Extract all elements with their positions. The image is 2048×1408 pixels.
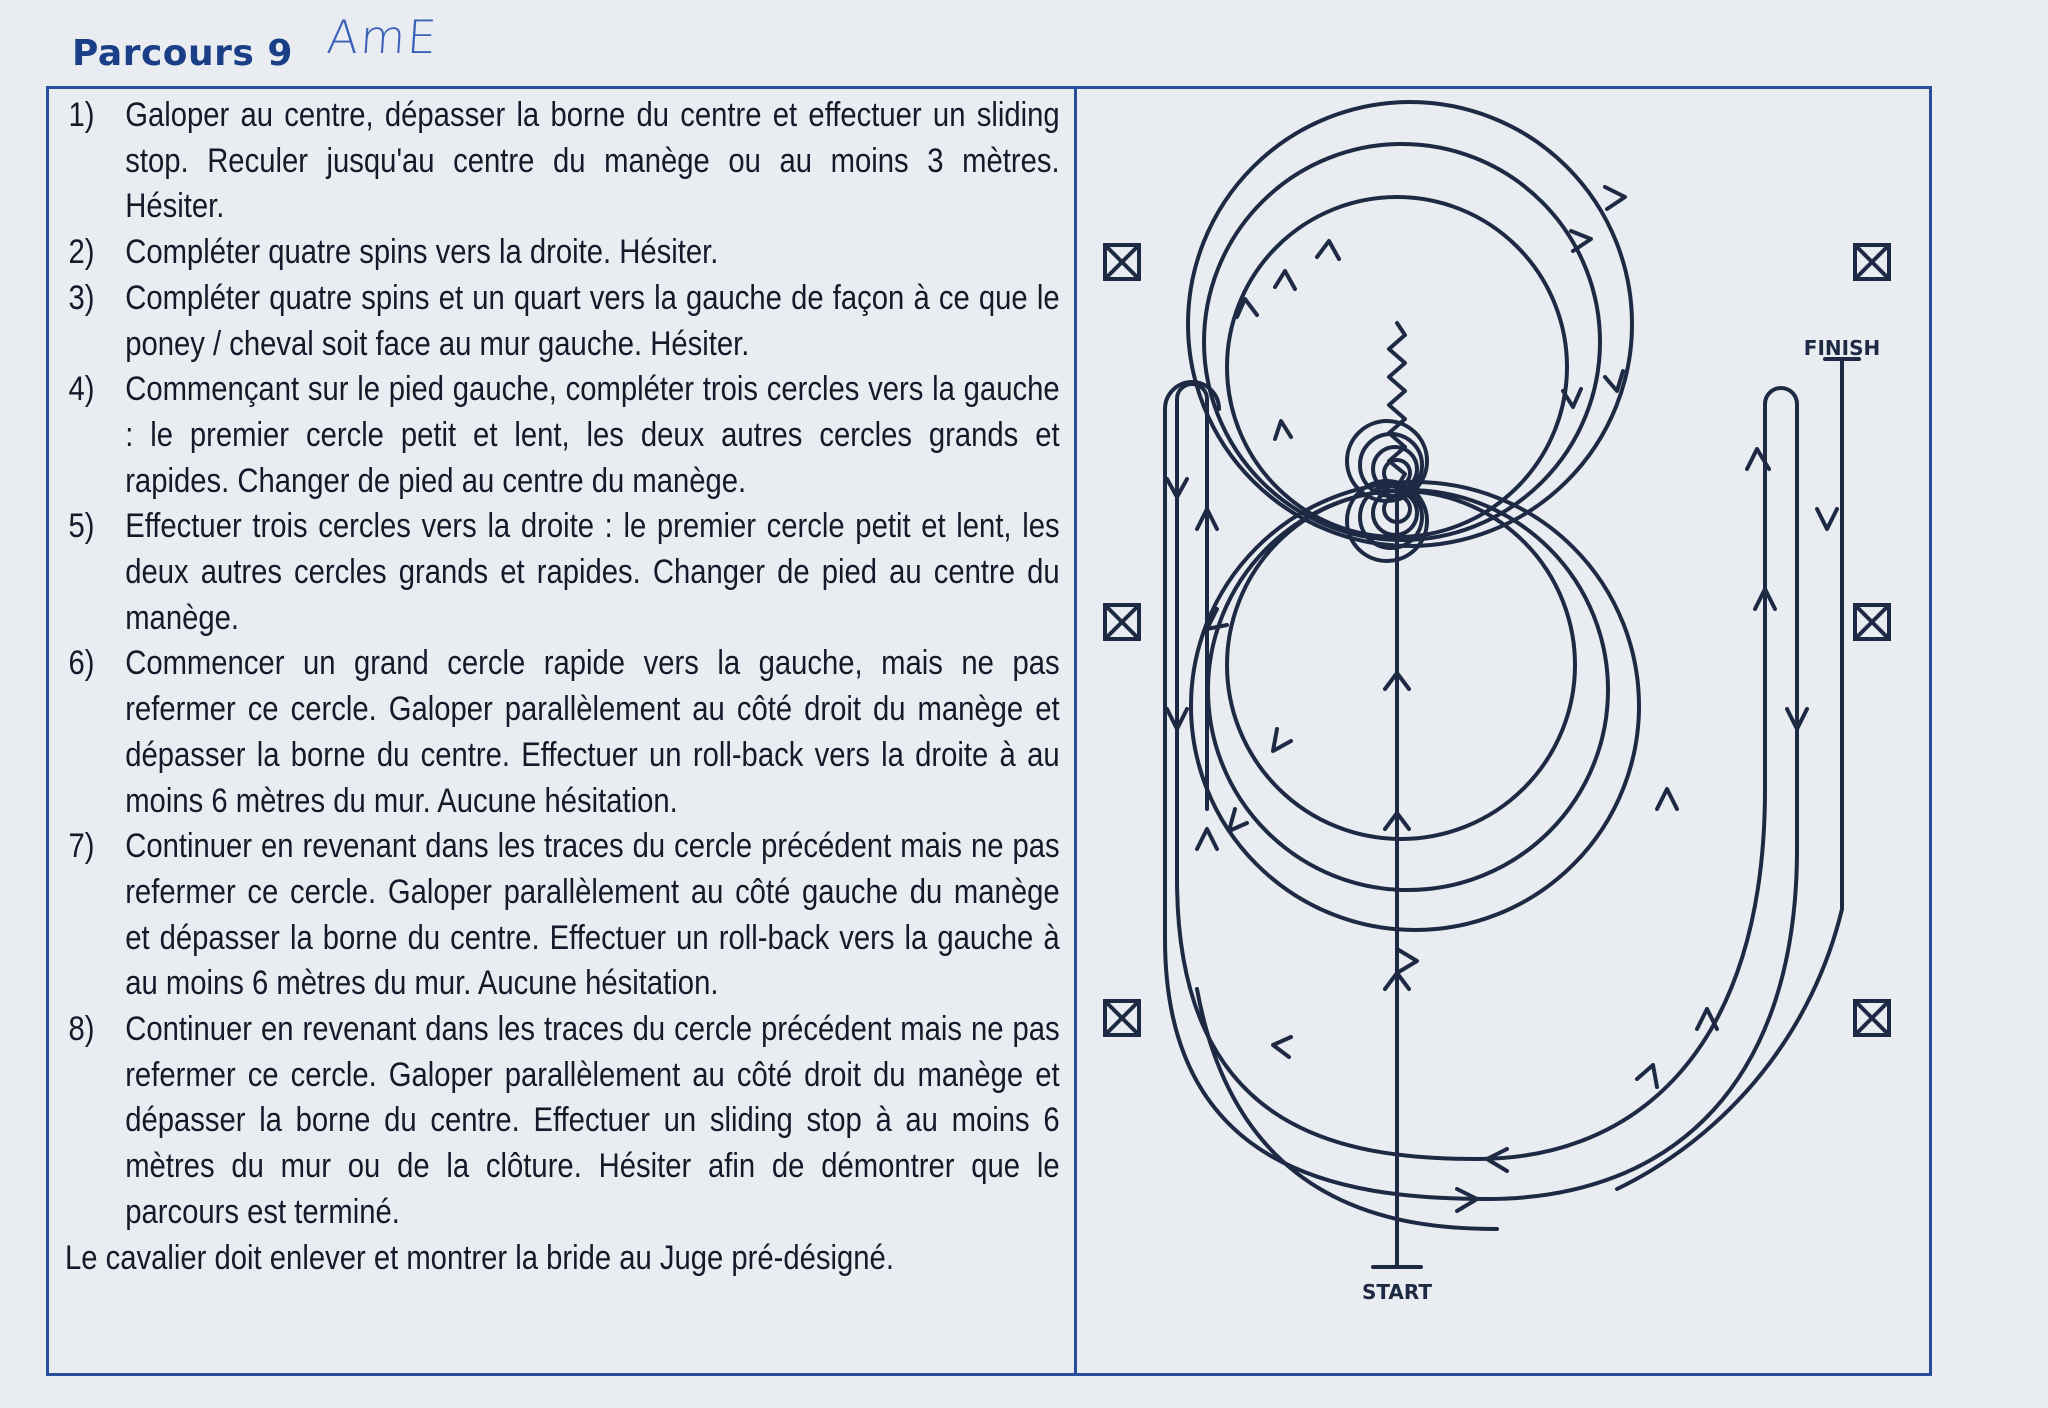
step-number: 4) <box>68 370 95 409</box>
step-8 <box>65 1007 1060 1236</box>
page-title: Parcours 9 <box>72 33 293 74</box>
finish-label: FINISH <box>1803 336 1881 360</box>
marker-icon <box>1105 245 1139 279</box>
outer-track-3 <box>1197 989 1497 1229</box>
step-3 <box>65 276 1060 367</box>
step-number: 6) <box>68 644 95 683</box>
closing-note: Le cavalier doit enlever et montrer la bride au Juge pré-désigné. <box>65 1238 894 1277</box>
step-number: 3) <box>68 278 95 317</box>
step-7 <box>65 824 1060 1007</box>
step-5 <box>65 504 1060 641</box>
step-text: Continuer en revenant dans les traces du cercle précédent mais ne pas refermer ce cercle. Galoper parallèlement au côté droit du manège et dépasser la borne du centre. Effectuer un sliding stop à au moins 6 mètres du mur ou de la clôture. Hésiter afin de démontrer que le parcours est terminé. <box>125 1010 1060 1231</box>
step-2 <box>65 230 1060 276</box>
instructions-column <box>49 89 1077 1373</box>
step-number: 8) <box>68 1010 95 1049</box>
step-text: Commençant sur le pied gauche, compléter trois cercles vers la gauche : le premier cercle petit et lent, les deux autres cercles grands et rapides. Changer de pied au centre du manège. <box>125 370 1060 500</box>
step-1 <box>65 93 1060 230</box>
step-text: Compléter quatre spins et un quart vers la gauche de façon à ce que le poney / cheval soit face au mur gauche. Hésiter. <box>125 278 1060 363</box>
pattern-diagram <box>1077 89 1929 1373</box>
pattern-frame <box>46 86 1932 1376</box>
step-4 <box>65 367 1060 504</box>
marker-icon <box>1105 1001 1139 1035</box>
marker-icon <box>1855 245 1889 279</box>
handwritten-note: AmE <box>325 10 441 64</box>
step-number: 7) <box>68 827 95 866</box>
pattern-diagram-svg <box>1077 89 1929 1373</box>
step-number: 5) <box>68 507 95 546</box>
right-loop-inner <box>1765 388 1797 849</box>
marker-icon <box>1855 1001 1889 1035</box>
outer-track-1 <box>1177 789 1765 1159</box>
step-text: Galoper au centre, dépasser la borne du centre et effectuer un sliding stop. Reculer jusqu'au centre du manège ou au moins 3 mètres. Hésiter. <box>125 96 1060 226</box>
step-6 <box>65 641 1060 824</box>
title-row <box>72 10 441 74</box>
lower-circle-small <box>1227 491 1575 839</box>
marker-icon <box>1105 605 1139 639</box>
marker-icon <box>1855 605 1889 639</box>
outer-track-2 <box>1165 849 1797 1199</box>
step-number: 1) <box>68 96 95 134</box>
step-text: Compléter quatre spins vers la droite. Hésiter. <box>125 233 719 272</box>
direction-arrows <box>1167 187 1837 1211</box>
start-label: START <box>1361 1280 1433 1304</box>
step-text: Continuer en revenant dans les traces du cercle précédent mais ne pas refermer ce cercle. Galoper parallèlement au côté gauche du manège et dépasser la borne du centre. Effectuer un roll-back vers la gauche à au moins 6 mètres du mur. Aucune hésitation. <box>125 827 1060 1003</box>
step-text: Commencer un grand cercle rapide vers la gauche, mais ne pas refermer ce cercle. Galoper parallèlement au côté droit du manège et dépasser la borne du centre. Effectuer un roll-back vers la droite à au moins 6 mètres du mur. Aucune hésitation. <box>125 644 1060 820</box>
step-number: 2) <box>68 233 95 272</box>
step-text: Effectuer trois cercles vers la droite : le premier cercle petit et lent, les deux autres cercles grands et rapides. Changer de pied au centre du manège. <box>125 507 1060 637</box>
